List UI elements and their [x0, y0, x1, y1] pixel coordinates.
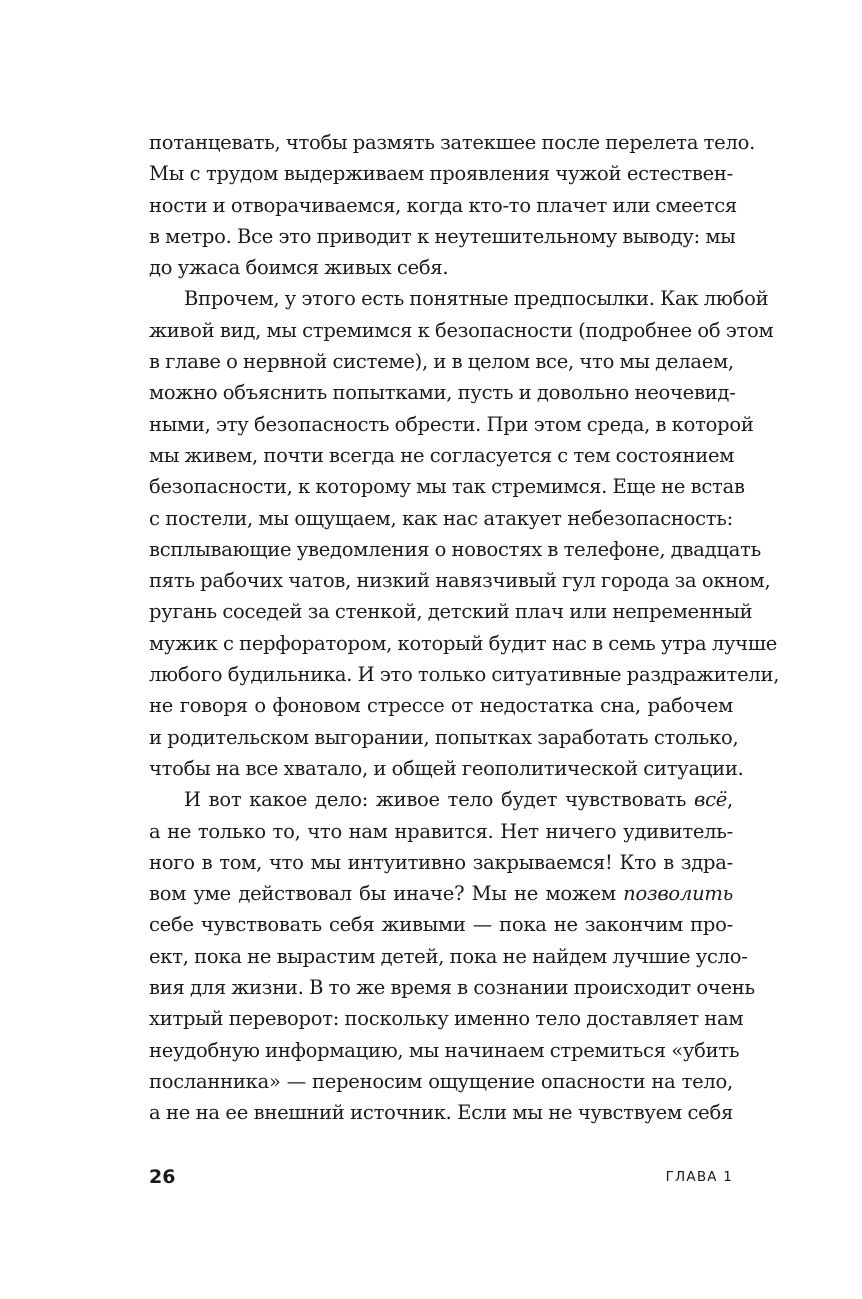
- text-line: можно объяснить попытками, пусть и довольно неочевид-: [149, 381, 736, 405]
- text-line: любого будильника. И это только ситуативные раздражители,: [149, 663, 780, 687]
- text-line: посланника» — переносим ощущение опасности на тело,: [149, 1069, 733, 1093]
- text-line: ности и отворачиваемся, когда кто-то плачет или смеется: [149, 193, 737, 217]
- emphasized-word: позволить: [623, 882, 733, 906]
- text-line: а не на ее внешний источник. Если мы не чувствуем себя: [149, 1101, 733, 1125]
- text-line: ными, эту безопасность обрести. При этом среда, в которой: [149, 412, 754, 436]
- text-segment: И вот какое дело: живое тело будет чувствовать: [184, 788, 694, 812]
- text-line: Впрочем, у этого есть понятные предпосылки. Как любой: [184, 287, 769, 311]
- text-segment: ,: [727, 788, 733, 812]
- text-line: неудобную информацию, мы начинаем стремиться «убить: [149, 1038, 740, 1062]
- text-line: в главе о нервной системе), и в целом все, что мы делаем,: [149, 350, 734, 374]
- text-line: чтобы на все хватало, и общей геополитической ситуации.: [149, 756, 744, 780]
- text-line: потанцевать, чтобы размять затекшее после перелета тело.: [149, 131, 756, 154]
- text-line: Мы с трудом выдерживаем проявления чужой естествен-: [149, 162, 733, 186]
- text-line: мы живем, почти всегда не согласуется с тем состоянием: [149, 443, 735, 467]
- page-number: 26: [149, 1166, 176, 1188]
- text-line: а не только то, что нам нравится. Нет ничего удивитель-: [149, 819, 733, 843]
- chapter-label: ГЛАВА 1: [665, 1169, 733, 1185]
- text-line: в метро. Все это приводит к неутешительному выводу: мы: [149, 224, 736, 248]
- text-line: ругань соседей за стенкой, детский плач или непременный: [149, 600, 753, 624]
- text-line: [149, 784, 733, 815]
- text-segment: вом уме действовал бы иначе? Мы не можем: [149, 882, 624, 906]
- body-text: [149, 127, 780, 1129]
- text-line: безопасности, к которому мы так стремимся. Еще не встав: [149, 475, 745, 499]
- page-footer: [149, 1162, 733, 1192]
- text-line: мужик с перфоратором, который будит нас в семь утра лучше: [149, 631, 777, 655]
- text-line: до ужаса боимся живых себя.: [149, 256, 449, 280]
- emphasized-word: всё: [693, 788, 728, 812]
- text-line: и родительском выгорании, попытках заработать столько,: [149, 725, 739, 749]
- text-line: живой вид, мы стремимся к безопасности (подробнее об этом: [149, 318, 774, 342]
- text-line: не говоря о фоновом стрессе от недостатка сна, рабочем: [149, 694, 733, 718]
- text-line: вия для жизни. В то же время в сознании происходит очень: [149, 976, 755, 1000]
- text-line: хитрый переворот: поскольку именно тело доставляет нам: [149, 1007, 744, 1031]
- text-line: себе чувствовать себя живыми — пока не закончим про-: [149, 913, 733, 937]
- text-line: ного в том, что мы интуитивно закрываемся! Кто в здра-: [149, 850, 733, 874]
- text-line: с постели, мы ощущаем, как нас атакует небезопасность:: [149, 506, 733, 530]
- text-line: всплывающие уведомления о новостях в телефоне, двадцать: [149, 537, 761, 561]
- text-line: пять рабочих чатов, низкий навязчивый гул города за окном,: [149, 569, 771, 593]
- text-line: ект, пока не вырастим детей, пока не найдем лучшие усло-: [149, 944, 748, 968]
- text-line: [149, 878, 733, 909]
